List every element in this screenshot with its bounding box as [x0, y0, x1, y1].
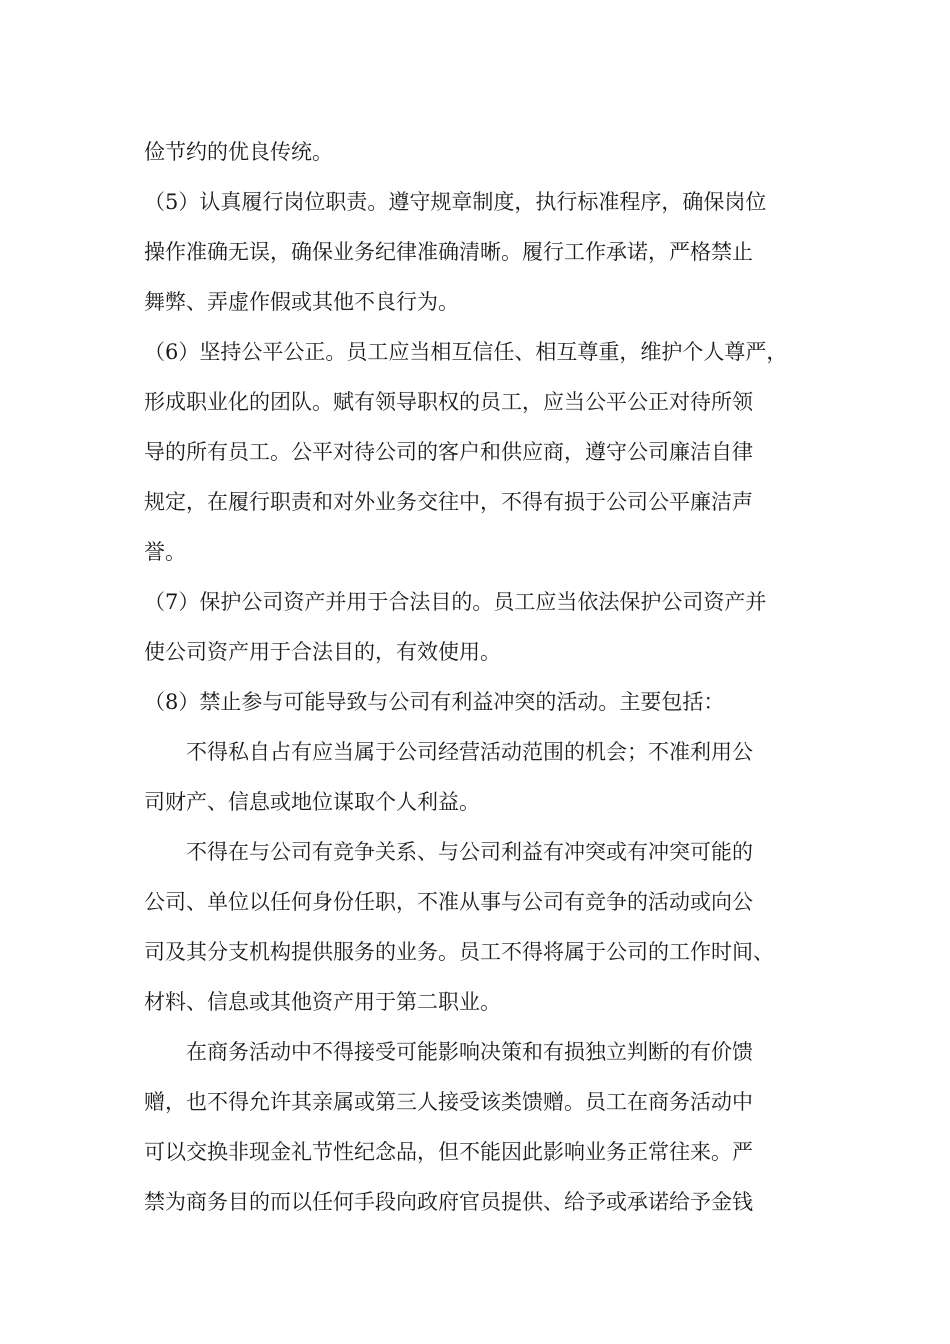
- text-line: 赠，也不得允许其亲属或第三人接受该类馈赠。员工在商务活动中: [144, 1090, 753, 1114]
- text-line: （7）保护公司资产并用于合法目的。员工应当依法保护公司资产并: [144, 590, 767, 614]
- text-line: （8）禁止参与可能导致与公司有利益冲突的活动。主要包括：: [144, 690, 725, 714]
- text-line: 在商务活动中不得接受可能影响决策和有损独立判断的有价馈: [186, 1040, 753, 1064]
- text-line: 操作准确无误，确保业务纪律准确清晰。履行工作承诺，严格禁止: [144, 240, 753, 264]
- text-line: （5）认真履行岗位职责。遵守规章制度，执行标准程序，确保岗位: [144, 190, 767, 214]
- text-line: 使公司资产用于合法目的，有效使用。: [144, 640, 501, 664]
- text-line: 司及其分支机构提供服务的业务。员工不得将属于公司的工作时间、: [144, 940, 774, 964]
- text-line: 可以交换非现金礼节性纪念品，但不能因此影响业务正常往来。严: [144, 1140, 753, 1164]
- text-line: （6）坚持公平公正。员工应当相互信任、相互尊重，维护个人尊严，: [144, 340, 788, 364]
- text-line: 司财产、信息或地位谋取个人利益。: [144, 790, 480, 814]
- text-line: 誉。: [144, 540, 186, 564]
- text-line: 舞弊、弄虚作假或其他不良行为。: [144, 290, 459, 314]
- text-line: 规定，在履行职责和对外业务交往中，不得有损于公司公平廉洁声: [144, 490, 753, 514]
- text-line: 不得在与公司有竞争关系、与公司利益有冲突或有冲突可能的: [186, 840, 753, 864]
- text-line: 不得私自占有应当属于公司经营活动范围的机会；不准利用公: [186, 740, 753, 764]
- text-line: 禁为商务目的而以任何手段向政府官员提供、给予或承诺给予金钱: [144, 1190, 753, 1214]
- text-line: 导的所有员工。公平对待公司的客户和供应商，遵守公司廉洁自律: [144, 440, 753, 464]
- text-line: 俭节约的优良传统。: [144, 140, 333, 164]
- document-body: [144, 127, 824, 1227]
- text-line: 形成职业化的团队。赋有领导职权的员工，应当公平公正对待所领: [144, 390, 753, 414]
- text-line: 材料、信息或其他资产用于第二职业。: [144, 990, 501, 1014]
- text-line: 公司、单位以任何身份任职，不准从事与公司有竞争的活动或向公: [144, 890, 753, 914]
